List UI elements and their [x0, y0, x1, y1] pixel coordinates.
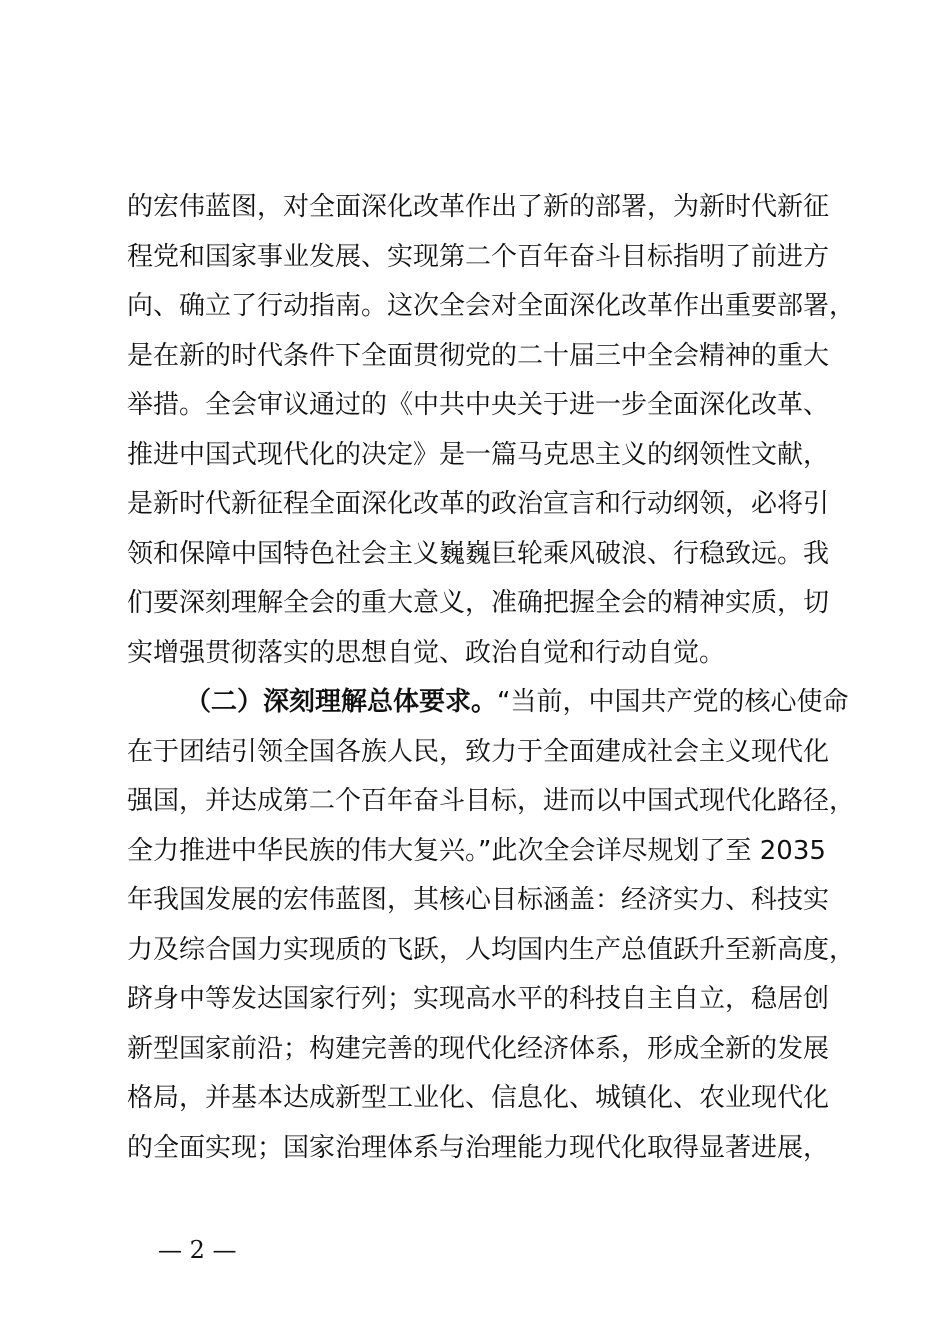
paragraph-2-line-8: 新型国家前沿；构建完善的现代化经济体系，形成全新的发展 [127, 1033, 830, 1064]
paragraph-2-line-10: 的全面实现；国家治理体系与治理能力现代化取得显著进展， [127, 1132, 830, 1163]
paragraph-1-line-5: 举措。全会审议通过的《中共中央关于进一步全面深化改革、 [127, 390, 830, 420]
paragraph-1-line-8: 领和保障中国特色社会主义巍巍巨轮乘风破浪、行稳致远。我 [127, 538, 830, 569]
paragraph-2-line-2: 在于团结引领全国各族人民，致力于全面建成社会主义现代化 [127, 736, 830, 767]
paragraph-2-line-5: 年我国发展的宏伟蓝图，其核心目标涵盖：经济实力、科技实 [127, 885, 830, 915]
paragraph-1-line-3: 向、确立了行动指南。这次全会对全面深化改革作出重要部署， [127, 291, 856, 321]
paragraph-2-first-line [127, 678, 857, 728]
paragraph-2-line-6: 力及综合国力实现质的飞跃，人均国内生产总值跃升至新高度， [127, 934, 856, 965]
section-heading: （二）深刻理解总体要求。 [185, 687, 498, 717]
paragraph-2-line-7: 跻身中等发达国家行列；实现高水平的科技自主自立，稳居创 [127, 984, 830, 1014]
body-text [127, 183, 857, 1173]
paragraph-2-line-3: 强国，并达成第二个百年奋斗目标，进而以中国式现代化路径， [127, 786, 856, 816]
paragraph-1-line-10: 实增强贯彻落实的思想自觉、政治自觉和行动自觉。 [127, 637, 726, 668]
paragraph-1-line-7: 是新时代新征程全面深化改革的政治宣言和行动纲领，必将引 [127, 489, 830, 519]
paragraph-2-line-4: 全力推进中华民族的伟大复兴。”此次全会详尽规划了至 2035 [127, 835, 826, 866]
paragraph-1-line-2: 程党和国家事业发展、实现第二个百年奋斗目标指明了前进方 [127, 241, 830, 272]
paragraph-1-line-9: 们要深刻理解全会的重大意义，准确把握全会的精神实质，切 [127, 588, 830, 618]
paragraph-1-line-1: 的宏伟蓝图，对全面深化改革作出了新的部署，为新时代新征 [127, 192, 830, 222]
paragraph-2-line-9: 格局，并基本达成新型工业化、信息化、城镇化、农业现代化 [127, 1083, 830, 1113]
paragraph-2-first-line-text: “当前，中国共产党的核心使命 [497, 687, 849, 717]
paragraph-1-line-4: 是在新的时代条件下全面贯彻党的二十届三中全会精神的重大 [127, 340, 830, 371]
paragraph-1-line-6: 推进中国式现代化的决定》是一篇马克思主义的纲领性文献， [127, 439, 830, 470]
page-number: — 2 — [158, 1236, 237, 1264]
